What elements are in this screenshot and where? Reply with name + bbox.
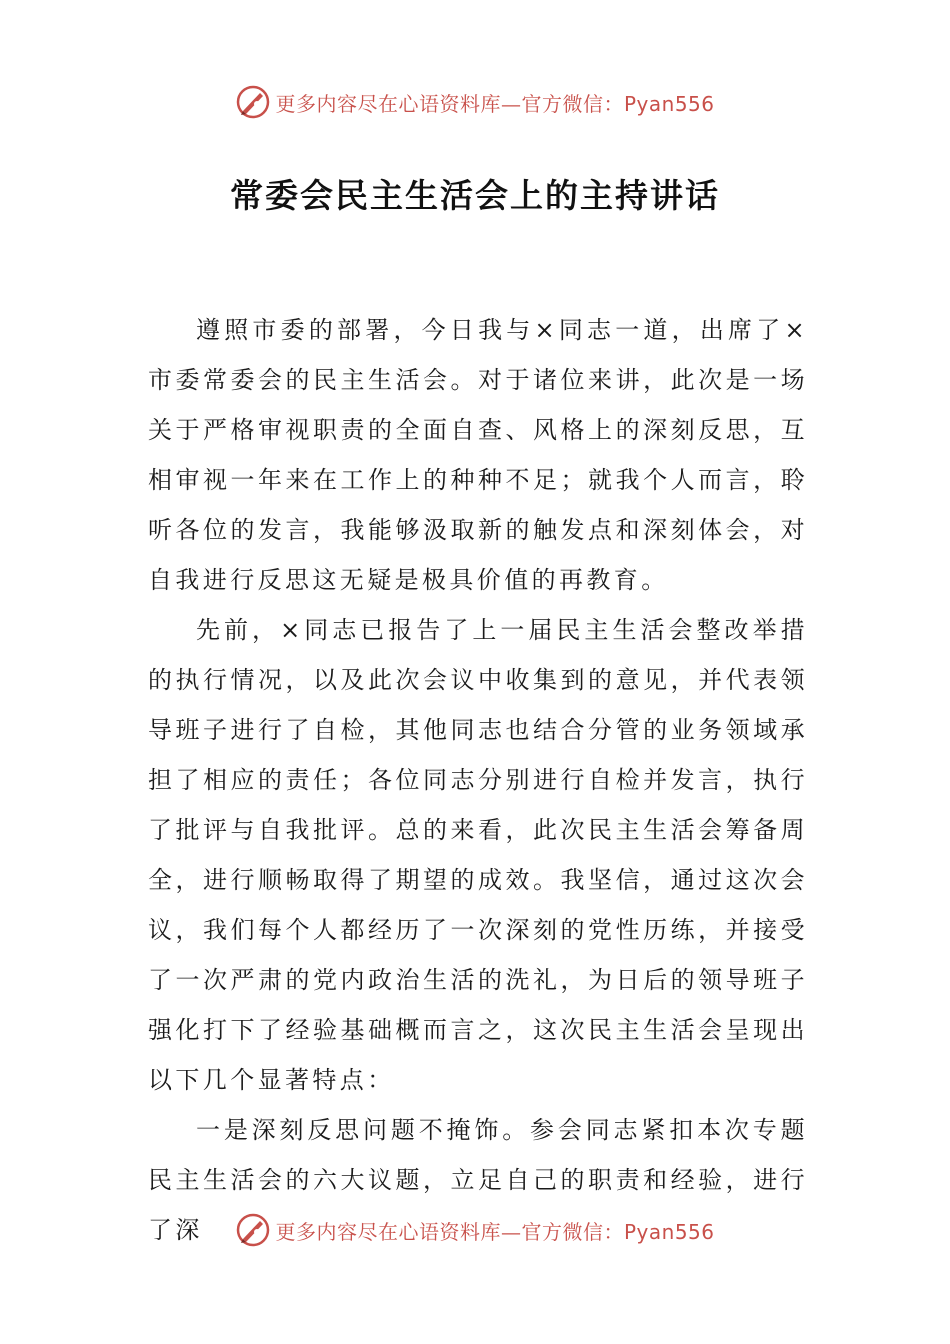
banner-wechat-id: Pyan556 bbox=[623, 91, 715, 116]
banner-text bbox=[275, 88, 714, 117]
banner-separator: — bbox=[500, 1219, 522, 1244]
document-title: 常委会民主生活会上的主持讲话 bbox=[230, 176, 720, 215]
header-banner bbox=[0, 82, 950, 122]
pen-logo-icon bbox=[235, 1212, 271, 1248]
paragraph-3: 一是深刻反思问题不掩饰。参会同志紧扣本次专题民主生活会的六大议题，立足自己的职责和经验，进行了深 bbox=[148, 1116, 808, 1244]
banner-wechat-id: Pyan556 bbox=[623, 1219, 715, 1244]
document-body bbox=[148, 305, 808, 1255]
banner-main-text: 更多内容尽在心语资料库 bbox=[275, 91, 501, 116]
banner-main-text: 更多内容尽在心语资料库 bbox=[275, 1219, 501, 1244]
banner-separator: — bbox=[500, 91, 522, 116]
paragraph-1: 遵照市委的部署，今日我与×同志一道，出席了×市委常委会的民主生活会。对于诸位来讲，此次是一场关于严格审视职责的全面自查、风格上的深刻反思，互相审视一年来在工作上的种种不足；就我个人而言，聆听各位的发言，我能够汲取新的触发点和深刻体会，对自我进行反思这无疑是极具价值的再教育。 bbox=[148, 316, 808, 594]
banner-text bbox=[275, 1216, 714, 1245]
banner-wechat-label: 官方微信： bbox=[521, 91, 624, 116]
pen-logo-icon bbox=[235, 84, 271, 120]
banner-wechat-label: 官方微信： bbox=[521, 1219, 624, 1244]
footer-banner bbox=[0, 1210, 950, 1250]
paragraph-2: 先前，×同志已报告了上一届民主生活会整改举措的执行情况，以及此次会议中收集到的意见，并代表领导班子进行了自检，其他同志也结合分管的业务领域承担了相应的责任；各位同志分别进行自检并发言，执行了批评与自我批评。总的来看，此次民主生活会筹备周全，进行顺畅取得了期望的成效。我坚信，通过这次会议，我们每个人都经历了一次深刻的党性历练，并接受了一次严肃的党内政治生活的洗礼，为日后的领导班子强化打下了经验基础概而言之，这次民主生活会呈现出以下几个显著特点： bbox=[148, 616, 808, 1094]
